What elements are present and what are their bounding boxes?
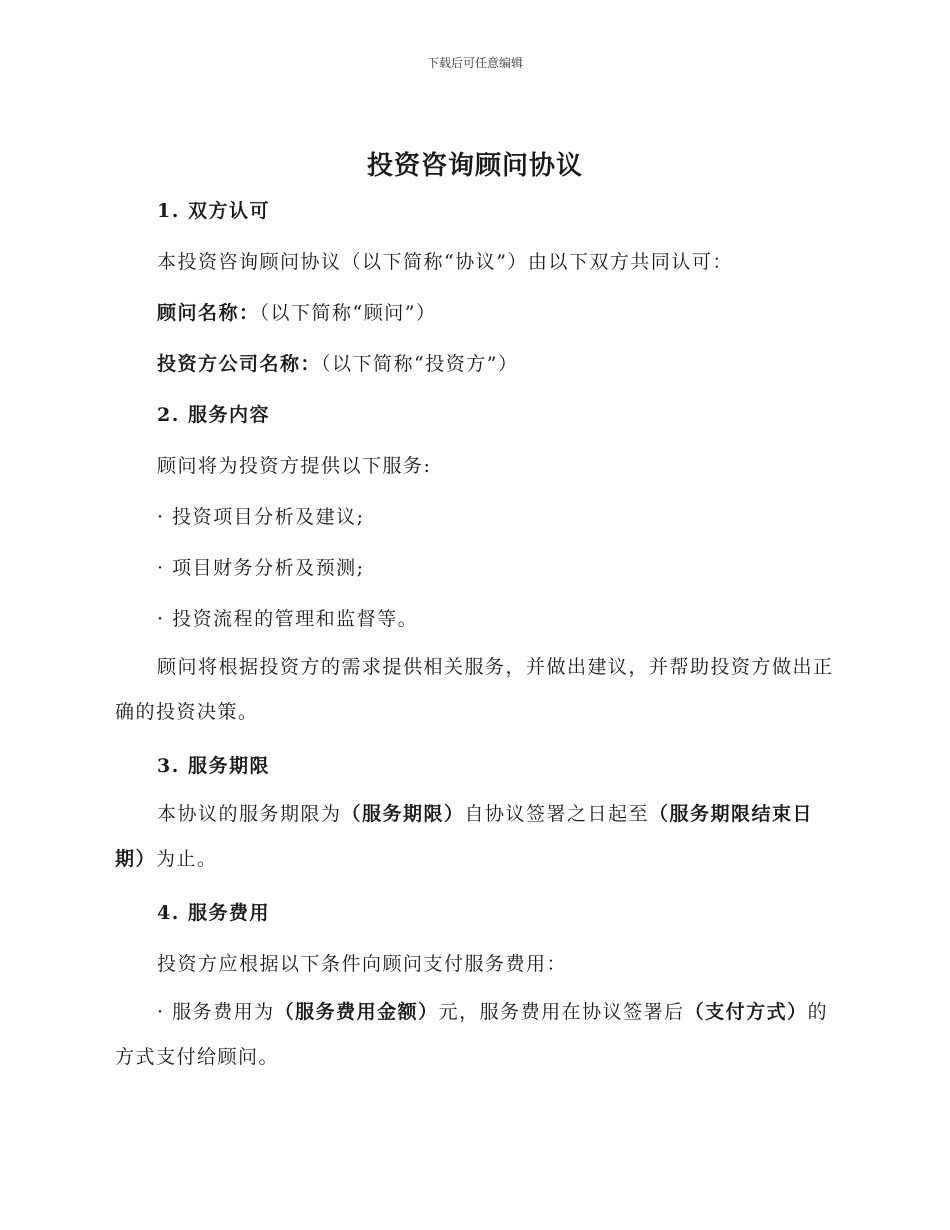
payment-method-placeholder: （支付方式）: [684, 1001, 808, 1023]
service-end-date-placeholder: （服务期限结束日期）: [115, 803, 814, 870]
investor-name-label: 投资方公司名称：: [157, 353, 322, 375]
section-4-heading: 4. 服务费用: [157, 902, 270, 924]
fee-amount-placeholder: （服务费用金额）: [274, 1001, 439, 1023]
document-body: [115, 186, 835, 1080]
section-1-intro: 本投资咨询顾问协议（以下简称“协议”）由以下双方共同认可：: [157, 251, 733, 273]
page-title: 投资咨询顾问协议: [366, 151, 583, 181]
section-4-intro: 投资方应根据以下条件向顾问支付服务费用：: [157, 953, 568, 975]
investor-name-value: （以下简称“投资方”）: [321, 353, 519, 375]
section-3-heading: 3. 服务期限: [157, 755, 270, 777]
service-item: · 项目财务分析及预测;: [157, 557, 365, 579]
fee-item: · 服务费用为（服务费用金额）元，服务费用在协议签署后（支付方式）的方式支付给顾问。: [115, 1001, 829, 1068]
section-3-text: 本协议的服务期限为（服务期限）自协议签署之日起至（服务期限结束日期）为止。: [115, 803, 814, 870]
section-2-heading: 2. 服务内容: [157, 404, 270, 426]
service-item: · 投资项目分析及建议;: [157, 506, 365, 528]
consultant-name-label: 顾问名称：: [157, 302, 260, 324]
consultant-name-value: （以下简称“顾问”）: [259, 302, 437, 324]
header-note: 下载后可任意编辑: [426, 56, 523, 70]
service-item: · 投资流程的管理和监督等。: [157, 608, 419, 630]
service-term-placeholder: （服务期限）: [341, 803, 465, 825]
consultant-name-line: [115, 288, 835, 339]
investor-name-line: [115, 339, 835, 390]
section-2-closing: 顾问将根据投资方的需求提供相关服务，并做出建议，并帮助投资方做出正确的投资决策。: [115, 656, 834, 723]
section-2-intro: 顾问将为投资方提供以下服务:: [157, 455, 432, 477]
section-1-heading: 1. 双方认可: [157, 200, 270, 222]
